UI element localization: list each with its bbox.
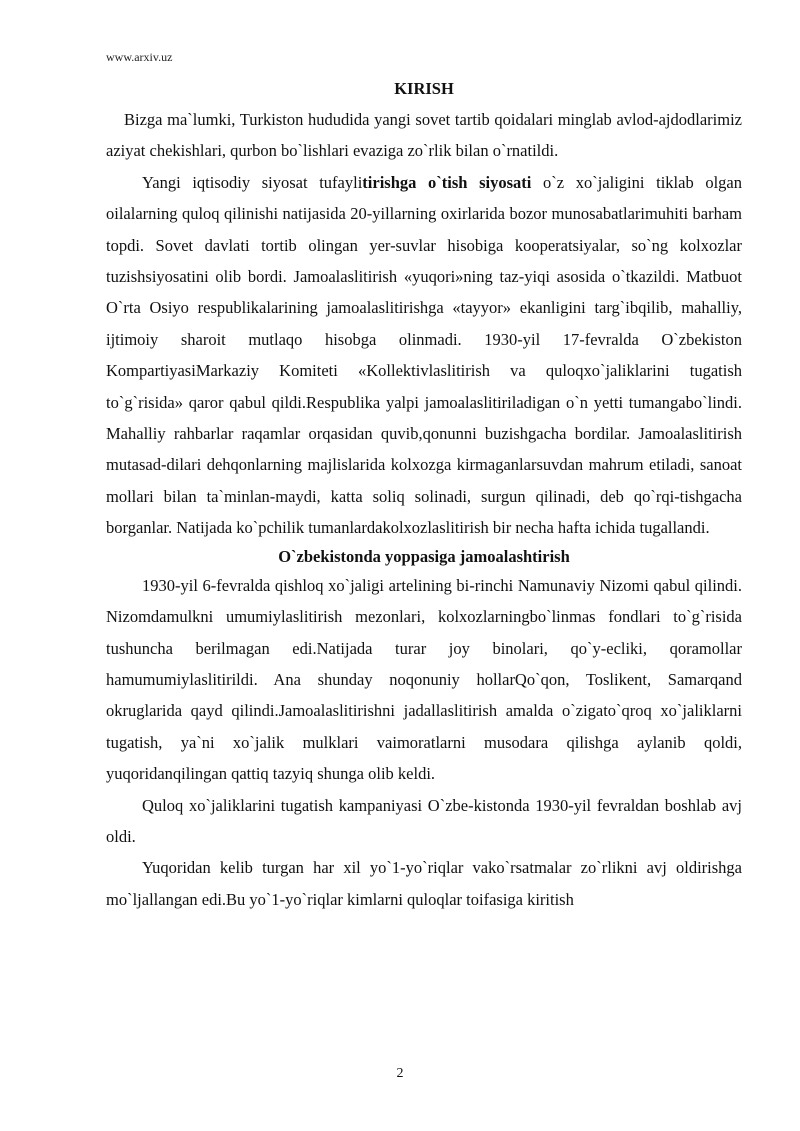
paragraph-5: Yuqoridan kelib turgan har xil yo`1-yo`riqlar vako`rsatmalar zo`rlikni avj oldirishga mo`ljallangan edi.Bu yo`1-yo`riqlar kimlarni quloqlar toifasiga kiritish: [106, 858, 742, 909]
document-body: [106, 76, 742, 915]
page-number: 2: [396, 1066, 404, 1081]
header-site-url[interactable]: www.arxiv.uz: [106, 50, 173, 64]
paragraph-2-bold-phrase: tirishga o`tish siyosati: [362, 172, 532, 192]
paragraph-1: Bizga ma`lumki, Turkiston hududida yangi sovet tartib qoidalari minglab avlod-ajdodlarimiz aziyat chekishlari, qurbon bo`lishlari evaziga zo`rlik bilan o`rnatildi.: [106, 110, 742, 161]
paragraph-3: 1930-yil 6-fevralda qishloq xo`jaligi artelining bi-rinchi Namunaviy Nizomi qabul qilindi. Nizomdamulkni umumiylaslitirish mezonlari, kolxozlarningbo`linmas fondlari to`g`risida tushuncha berilmagan edi.Natijada turar joy binolari, qo`y-ecliki, qoramollar hamumumiylaslitirildi. Ana shunday noqonuniy hollarQo`qon, Toslikent, Samarqand okruglarida qayd qilindi.Jamoalaslitirishni jadallaslitirish amalda o`zigato`qroq xo`jaliklarni tugatish, ya`ni xo`jalik mulklari vaimoratlarni musodara qilishga aylanib qoldi, yuqoridanqilingan qattiq tazyiq shunga olib keldi.: [106, 575, 742, 784]
intro-title: KIRISH: [394, 79, 454, 98]
paragraph-4: Quloq xo`jaliklarini tugatish kampaniyasi O`zbe-kistonda 1930-yil fevraldan boshlab avj oldi.: [106, 795, 742, 846]
paragraph-2-start: Yangi iqtisodiy siyosat tufayli: [142, 172, 363, 192]
subsection-title: O`zbekistonda yoppasiga jamoalashtirish: [278, 546, 570, 566]
paragraph-2: [106, 167, 742, 544]
paragraph-2-rest: o`z xo`jaligini tiklab olgan oilalarning quloq qilinishi natijasida 20-yillarning oxirlarida bozor munosabatlarimuhiti barham topdi. Sovet davlati tortib olingan yer-suvlar hisobiga kooperatsiyalar, so`ng kolxozlar tuzishsiyosatini olib bordi. Jamoalaslitirish «yuqori»ning taz-yiqi asosida o`tkazildi. Matbuot O`rta Osiyo respublikalarining jamoalaslitirishga «tayyor» ekanligini targ`ibqilib, mahalliy, ijtimoiy sharoit mutlaqo hisobga olinmadi. 1930-yil 17-fevralda O`zbekiston KompartiyasiMarkaziy Komiteti «Kollektivlaslitirish va quloqxo`jaliklarini tugatish to`g`risida» qaror qabul qildi.Respublika yalpi jamoalaslitiriladigan o`n yetti tumangabo`lindi. Mahalliy rahbarlar raqamlar orqasidan quvib,qonunni buzishgacha bordilar. Jamoalaslitirish mutasad-dilari dehqonlarning majlislarida kolxozga kirmaganlarsuvdan mahrum etiladi, sanoat mollari bilan ta`minlan-maydi, katta soliq solinadi, surgun qilinadi, deb qo`rqi-tishgacha borganlar. Natijada ko`pchilik tumanlardakolxozlaslitirish bir necha hafta ichida tugallandi.: [106, 172, 742, 538]
